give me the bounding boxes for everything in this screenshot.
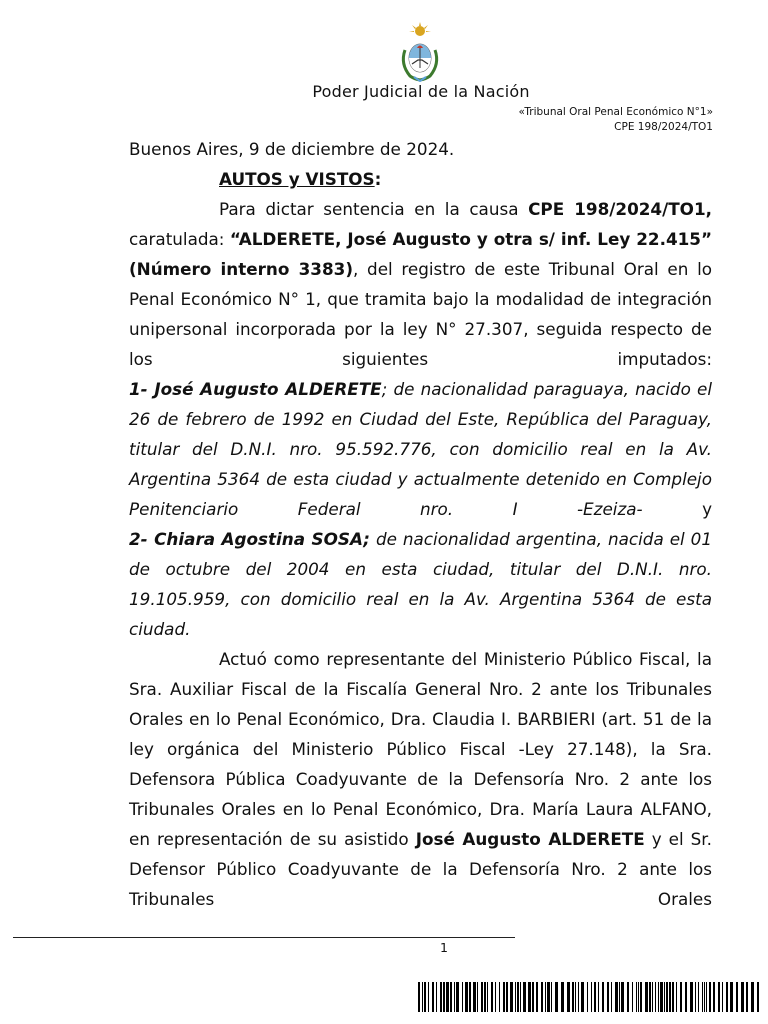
- barcode-bar: [704, 982, 705, 1012]
- barcode-bar: [680, 982, 682, 1012]
- barcode-bar: [484, 982, 486, 1012]
- barcode-bar: [664, 982, 665, 1012]
- barcode-bar: [555, 982, 558, 1012]
- barcode-bar: [660, 982, 663, 1012]
- barcode-bar: [567, 982, 570, 1012]
- defendant-1-details: ; de nacionalidad paraguaya, nacido el 26 de febrero de 1992 en Ciudad del Este, República del Paraguay, titular del D.N.I. nro. 95.592.776, con domicilio real en la Av. Argentina 5364 de esta ciudad y actualmente detenido en Complejo Penitenciario Federal nro. I -Ezeiza-: [129, 379, 712, 519]
- tribunal-name: «Tribunal Oral Penal Económico N°1»: [518, 106, 713, 118]
- parties-text-b: y el Sr. Defensor Público Coadyuvante de la Defensoría Nro. 2 ante los Tribunales Orales: [129, 829, 713, 909]
- barcode-bar: [591, 982, 592, 1012]
- intro-caratulada: caratulada:: [129, 229, 230, 249]
- barcode-bar: [547, 982, 550, 1012]
- barcode-bar: [572, 982, 574, 1012]
- barcode-bar: [706, 982, 707, 1012]
- barcode-bar: [695, 982, 696, 1012]
- barcode-bar: [702, 982, 703, 1012]
- barcode-bar: [578, 982, 579, 1012]
- barcode-bar: [545, 982, 546, 1012]
- barcode-bar: [669, 982, 671, 1012]
- paragraph-intro: [129, 194, 712, 374]
- defendant-2: [129, 524, 712, 644]
- barcode-bar: [528, 982, 531, 1012]
- defendant-1-conjunction: y: [642, 499, 712, 519]
- barcode-bar: [638, 982, 639, 1012]
- barcode-bar: [640, 982, 642, 1012]
- barcode-bar: [532, 982, 534, 1012]
- barcode-bar: [709, 982, 711, 1012]
- barcode-bar: [658, 982, 659, 1012]
- barcode-bar: [611, 982, 612, 1012]
- date-line: Buenos Aires, 9 de diciembre de 2024.: [129, 139, 455, 159]
- barcode-bar: [676, 982, 677, 1012]
- barcode-bar: [598, 982, 599, 1012]
- barcode-bar: [757, 982, 759, 1012]
- document-body: [129, 134, 712, 914]
- barcode-bar: [594, 982, 596, 1012]
- barcode-bar: [751, 982, 754, 1012]
- barcode-bar: [652, 982, 653, 1012]
- barcode-bar: [718, 982, 720, 1012]
- autos-heading: AUTOS y VISTOS: [219, 169, 375, 189]
- barcode-bar: [730, 982, 733, 1012]
- barcode-bar: [587, 982, 588, 1012]
- defendant-1-name: 1- José Augusto ALDERETE: [129, 379, 382, 399]
- intro-text: Para dictar sentencia en la causa: [219, 199, 529, 219]
- barcode-bar: [736, 982, 738, 1012]
- barcode-bar: [541, 982, 543, 1012]
- barcode-bar: [443, 982, 445, 1012]
- barcode-bar: [575, 982, 576, 1012]
- barcode-bar: [520, 982, 521, 1012]
- barcode-bar: [510, 982, 513, 1012]
- coat-of-arms-icon: [396, 22, 444, 82]
- barcode-bar: [432, 982, 434, 1012]
- barcode-bar: [636, 982, 637, 1012]
- barcode-bar: [515, 982, 516, 1012]
- barcode-bar: [698, 982, 699, 1012]
- barcode-bar: [713, 982, 715, 1012]
- barcode-bar: [645, 982, 648, 1012]
- barcode-bar: [621, 982, 624, 1012]
- barcode-bar: [469, 982, 471, 1012]
- case-number: CPE 198/2024/TO1,: [528, 199, 712, 219]
- barcode-bar: [506, 982, 508, 1012]
- barcode-bar: [487, 982, 488, 1012]
- barcode-bar: [424, 982, 426, 1012]
- barcode-bar: [690, 982, 693, 1012]
- parties-text-a: Actuó como representante del Ministerio Público Fiscal, la Sra. Auxiliar Fiscal de la Fiscalía General Nro. 2 ante los Tribunales Orales en lo Penal Económico, Dra. Claudia I. BARBIERI (art. 51 de la ley orgánica del Ministerio Público Fiscal -Ley 27.148), la Sra. Defensora Pública Coadyuvante de la Defensoría Nro. 2 ante los Tribunales Orales en lo Penal Económico, Dra. María Laura ALFANO, en representación de su asistido: [129, 649, 712, 849]
- barcode-bar: [436, 982, 437, 1012]
- barcode-bar: [517, 982, 519, 1012]
- barcode-bar: [462, 982, 463, 1012]
- barcode-bar: [561, 982, 564, 1012]
- barcode-bar: [746, 982, 748, 1012]
- barcode-icon: [418, 982, 764, 1012]
- barcode-bar: [418, 982, 420, 1012]
- barcode-bar: [456, 982, 459, 1012]
- barcode-bar: [450, 982, 452, 1012]
- barcode-bar: [473, 982, 476, 1012]
- footer-rule: [13, 937, 515, 938]
- barcode-bar: [481, 982, 483, 1012]
- barcode-bar: [503, 982, 505, 1012]
- barcode-bar: [446, 982, 449, 1012]
- case-reference: CPE 198/2024/TO1: [614, 121, 713, 133]
- barcode-bar: [477, 982, 478, 1012]
- barcode-bar: [440, 982, 442, 1012]
- barcode-bar: [499, 982, 500, 1012]
- page-number: 1: [440, 940, 448, 955]
- barcode-bar: [722, 982, 723, 1012]
- barcode-bar: [672, 982, 674, 1012]
- barcode-bar: [685, 982, 687, 1012]
- barcode-bar: [726, 982, 728, 1012]
- barcode-bar: [741, 982, 744, 1012]
- barcode-bar: [607, 982, 609, 1012]
- defendant-2-name: 2- Chiara Agostina SOSA;: [129, 529, 370, 549]
- institution-title: Poder Judicial de la Nación: [312, 82, 530, 101]
- barcode-bar: [632, 982, 633, 1012]
- barcode-bar: [619, 982, 620, 1012]
- barcode-bar: [454, 982, 455, 1012]
- barcode-bar: [581, 982, 584, 1012]
- defendant-1: [129, 374, 712, 524]
- barcode-bar: [615, 982, 618, 1012]
- barcode-bar: [536, 982, 538, 1012]
- autos-heading-colon: :: [374, 169, 382, 189]
- barcode-bar: [465, 982, 468, 1012]
- barcode-bar: [491, 982, 493, 1012]
- barcode-bar: [655, 982, 656, 1012]
- barcode-bar: [666, 982, 668, 1012]
- parties-defendant-name: José Augusto ALDERETE: [415, 829, 645, 849]
- barcode-bar: [551, 982, 552, 1012]
- intro-rest: , del registro de este Tribunal Oral en lo Penal Económico N° 1, que tramita bajo la modalidad de integración unipersonal incorporada por la ley N° 27.307, seguida respecto de los siguientes imputados:: [129, 259, 713, 369]
- barcode-bar: [602, 982, 604, 1012]
- case-title: “ALDERETE, José Augusto y otra s/ inf. Ley 22.415” (Número interno 3383): [129, 229, 712, 279]
- barcode-bar: [649, 982, 651, 1012]
- autos-heading-line: [129, 164, 712, 194]
- defendant-2-details: de nacionalidad argentina, nacida el 01 de octubre del 2004 en esta ciudad, titular del D.N.I. nro. 19.105.959, con domicilio real en la Av. Argentina 5364 de esta ciudad.: [129, 529, 713, 639]
- barcode-bar: [627, 982, 629, 1012]
- barcode-bar: [428, 982, 429, 1012]
- barcode-bar: [495, 982, 496, 1012]
- barcode-bar: [523, 982, 526, 1012]
- paragraph-parties: [129, 644, 712, 914]
- barcode-bar: [422, 982, 423, 1012]
